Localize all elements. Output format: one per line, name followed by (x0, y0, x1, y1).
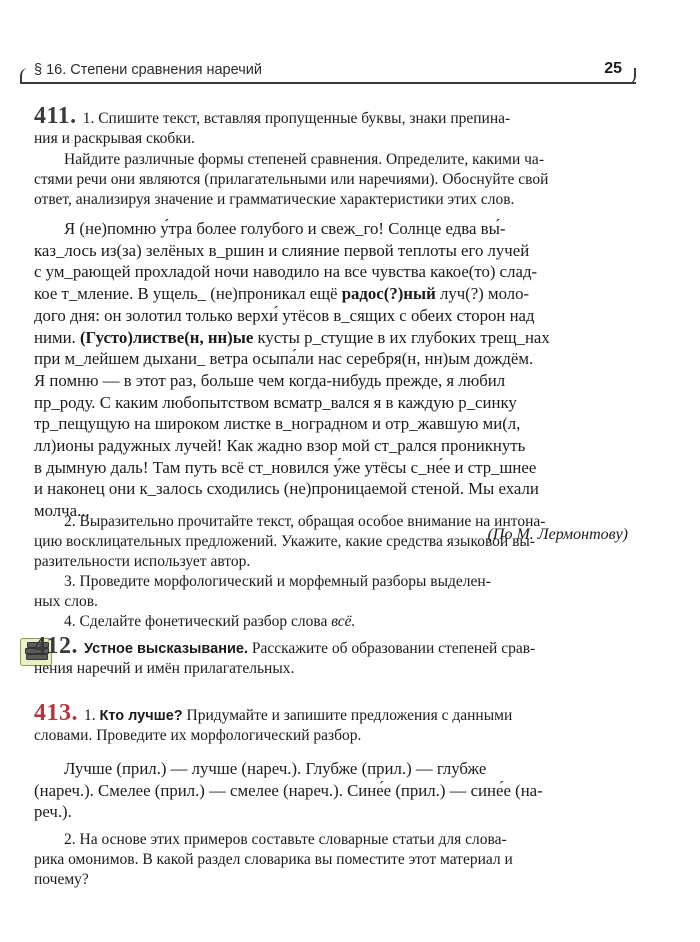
attribution: (По М. Лермонтову) (487, 525, 628, 543)
exercise-412 (34, 633, 628, 679)
passage-line: с ум_рающей прохладой ночи наводило на все чувства какое(то) слад- (34, 262, 538, 282)
ex411-passage (34, 218, 628, 546)
ex411-task1-line: ния и раскрывая скобки. (34, 130, 195, 147)
ex411-task1b-line: стями речи они являются (прилагательными или наречиями). Обоснуйте свой (34, 171, 549, 188)
example-line: Лучше (прил.) — лучше (нареч.). Глубже (прил.) — глубже (64, 759, 487, 778)
section-title: § 16. Степени сравнения наречий (34, 62, 262, 78)
highlighted-word: радос(?)ный (341, 284, 436, 304)
ex411-task2-line: 2. Выразительно прочитайте текст, обращая особое внимание на интона- (64, 513, 546, 530)
passage-line: каз_лось из(за) зелёных в_ршин и слияние первой теплоты его лучей (34, 240, 530, 260)
exercise-number: 413. (34, 700, 78, 726)
highlighted-word: (Густо)листве(н, нн)ые (79, 327, 254, 347)
exercise-number: 411. (34, 103, 77, 129)
ex411-task1b-line: Найдите различные формы степеней сравнения. Определите, какими ча- (64, 151, 544, 168)
ex411-task4 (34, 612, 628, 632)
ex411-task2-line: разительности использует автор. (34, 553, 251, 570)
page-number: 25 (604, 60, 622, 77)
passage-line: пр_роду. С каким любопытством всматр_вался я в каждую р_синку (34, 392, 517, 412)
passage-line: кусты р_стущие в их глубоких трещ_нах (253, 327, 550, 347)
ex411-task1b-line: ответ, анализируя значение и грамматические характеристики этих слов. (34, 191, 515, 208)
passage-line: в дымную даль! Там путь всё ст_новился у́же утёсы с_не́е и стр_шнее (34, 457, 537, 477)
ex413-task1-prefix: 1. (84, 707, 100, 724)
ex412-task (34, 633, 628, 679)
passage-line: лл)ионы радужных лучей! Как жадно взор мой ст_рался проникнуть (34, 436, 526, 456)
ex411-task1-line: 1. Спишите текст, вставляя пропущенные буквы, знаки препина- (82, 110, 511, 127)
ex411-task3-line: ных слов. (34, 593, 98, 610)
ex413-task1 (34, 700, 628, 746)
ex413-task1-line: словами. Проведите их морфологический разбор. (34, 727, 362, 744)
ex411-task4-word: всё. (331, 613, 356, 630)
passage-line: Я (не)помню у́тра более голубого и свеж_го! Солнце едва вы́- (64, 219, 506, 238)
ex412-line: Расскажите об образовании степеней срав- (247, 640, 536, 657)
passage-line: при м_лейшем дыхани_ ветра осыпа́ли нас серебря(н, нн)ым дождём. (34, 349, 534, 369)
passage-line: молча... (34, 501, 90, 521)
ex411-task4-text: 4. Сделайте фонетический разбор слова (64, 613, 332, 630)
ex411-task2-line: цию восклицательных предложений. Укажите, какие средства языковой вы- (34, 533, 535, 550)
ex412-line: нения наречий и имён прилагательных. (34, 660, 295, 677)
ex413-task1-title: Кто лучше? (99, 708, 183, 724)
passage-line: тр_пещущую на широком листке в_ноградном и отр_жавшую ми(л, (34, 414, 521, 434)
ex413-examples (34, 758, 628, 823)
exercise-number: 412. (34, 633, 78, 659)
ex411-task1b (34, 150, 628, 210)
passage-line: и наконец они к_залось сходились (не)проницаемой стеной. Мы ехали (34, 479, 539, 499)
running-header (14, 56, 644, 86)
ex413-task2-text (34, 830, 628, 890)
passage-line: Я помню — в этот раз, больше чем когда-нибудь прежде, я любил (34, 370, 506, 390)
ex413-task2-line: рика омонимов. В какой раздел словарика вы поместите этот материал и (34, 851, 513, 868)
ex411-task3 (34, 572, 628, 612)
example-line: (нареч.). Смелее (прил.) — смелее (нареч.). Сине́е (прил.) — сине́е (на- (34, 780, 543, 800)
passage-line: дого дня: он золотил только верхи́ утёсов в_сящих с обеих сторон над (34, 305, 535, 325)
ex411-task1 (34, 103, 628, 149)
ex411-tasks (34, 512, 628, 632)
example-line: реч.). (34, 802, 72, 822)
passage-line: луч(?) моло- (435, 284, 530, 304)
ex412-title: Устное высказывание. (84, 641, 248, 657)
ex411-task2 (34, 512, 628, 572)
ex411-task3-line: 3. Проведите морфологический и морфемный разборы выделен- (64, 573, 491, 590)
passage-line: кое т_мление. В ущель_ (не)проникал ещё (34, 284, 342, 304)
exercise-411 (34, 103, 628, 210)
ex413-task2-line: почему? (34, 871, 89, 888)
header-rule (20, 82, 636, 84)
passage-line: ними. (34, 327, 80, 347)
exercise-413 (34, 700, 628, 746)
ex413-task2 (34, 830, 628, 890)
ex413-task1-line: Придумайте и запишите предложения с данными (182, 707, 513, 724)
ex413-task2-line: 2. На основе этих примеров составьте словарные статьи для слова- (64, 831, 507, 848)
